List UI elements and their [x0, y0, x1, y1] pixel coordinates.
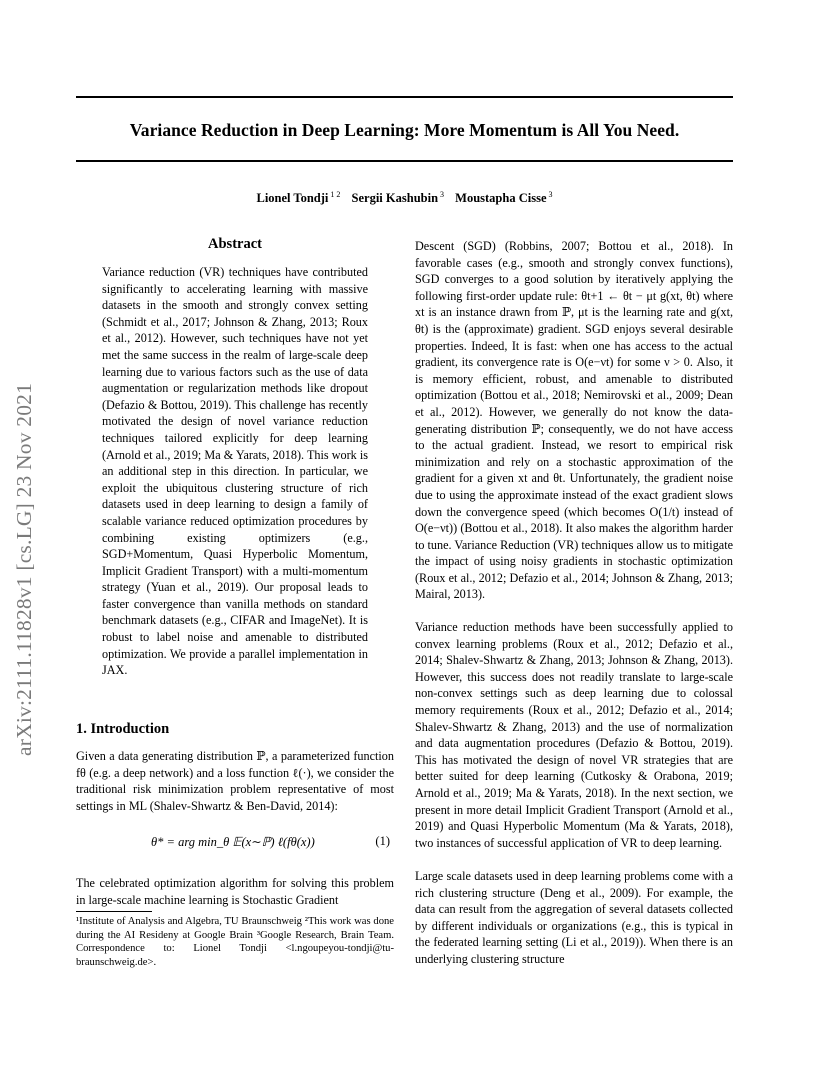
author	[352, 191, 445, 205]
title-rule-bottom	[76, 160, 733, 162]
abstract-text: Variance reduction (VR) techniques have contributed significantly to accelerating learning with massive datasets in the smooth and strongly convex setting (Schmidt et al., 2017; Johnson & Zhang, 2013; Roux et al., 2012). However, such techniques have not yet met the same success in the realm of large-scale deep learning due to various factors such as the use of data augmentation or regularization methods like dropout (Defazio & Bottou, 2019). This challenge has recently motivated the design of novel variance reduction techniques tailored explicitly for deep learning (Arnold et al., 2019; Ma & Yarats, 2018). This work is an additional step in this direction. In particular, we exploit the ubiquitous clustering structure of rich datasets used in deep learning to design a family of scalable variance reduced optimization procedures by combining existing optimizers (e.g., SGD+Momentum, Quasi Hyperbolic Momentum, Implicit Gradient Transport) with a multi-momentum strategy (Yuan et al., 2019). Our proposal leads to faster convergence than vanilla methods on standard benchmark datasets (e.g., CIFAR and ImageNet). It is robust to label noise and amenable to distributed optimization. We provide a parallel implementation in JAX.	[102, 265, 368, 678]
author-list	[76, 190, 733, 206]
body-paragraph: Descent (SGD) (Robbins, 2007; Bottou et al., 2018). In favorable cases (e.g., smooth and strongly convex functions), SGD converges to a good solution by iteratively applying the following first-order update rule: θt+1 ← θt − μt g(xt, θt) where xt is an instance drawn from ℙ, μt is the learning rate and g(xt, θt) is the (approximate) gradient. SGD enjoys several desirable properties. Indeed, It is fast: when one has access to the actual gradient, its convergence rate is O(e−νt) for some ν > 0. Also, it is memory efficient, robust, and amenable to distributed optimization (Bottou et al., 2018; Nemirovski et al., 2009; Dean et al., 2012). However, we generally do not know the data-generating distribution ℙ; consequently, we do not have access to the actual gradient. Instead, we resort to empirical risk minimization and rely on a stochastic approximation of the gradient for a given xt and θt. Unfortunately, the gradient noise due to using the approximate instead of the exact gradient slows down the convergence speed (which becomes O(1/t) instead of O(e−νt)) (Bottou et al., 2018). It also makes the algorithm harder to tune. Variance Reduction (VR) techniques allow us to mitigate the impact of using noisy gradients in stochastic optimization (Roux et al., 2012; Defazio et al., 2014; Johnson & Zhang, 2013; Mairal, 2013).	[415, 239, 733, 602]
title-rule-top	[76, 96, 733, 98]
author-name: Sergii Kashubin	[351, 191, 439, 205]
author-name: Moustapha Cisse	[455, 191, 547, 205]
paper-title: Variance Reduction in Deep Learning: More Momentum is All You Need.	[129, 120, 680, 140]
introduction-paragraph: The celebrated optimization algorithm for solving this problem in large-scale machine learning is Stochastic Gradient	[76, 876, 394, 907]
body-paragraph: Large scale datasets used in deep learning problems come with a rich clustering structure (Deng et al., 2009). For example, the data can result from the aggregation of several datasets collected by different individuals or organizations (e.g., this is typical in the federated learning setting (Li et al., 2019)). When there is an underlying clustering structure	[415, 869, 733, 966]
equation-1	[76, 832, 394, 862]
equation-number: (1)	[375, 834, 390, 848]
author	[455, 191, 552, 205]
equation-body: θ* = arg min_θ 𝔼(x∼ℙ) ℓ(fθ(x))	[151, 835, 315, 849]
author	[256, 191, 340, 205]
author-affiliation: 3	[440, 190, 445, 199]
author-name: Lionel Tondji	[256, 191, 329, 205]
section-heading-introduction: 1. Introduction	[76, 721, 170, 737]
body-paragraph: Variance reduction methods have been successfully applied to convex learning problems (Roux et al., 2012; Defazio et al., 2014; Shalev-Shwartz & Zhang, 2013; Johnson & Zhang, 2013). However, this success does not readily translate to large-scale non-convex settings such as deep learning due to colossal memory requirements (Roux et al., 2012; Defazio et al., 2014; Shalev-Shwartz & Zhang, 2013) and the use of normalization and data augmentation procedures (Defazio & Bottou, 2019). This has motivated the design of novel VR strategies that are better suited for deep learning (Cutkosky & Orabona, 2019; Arnold et al., 2019; Ma & Yarats, 2018). In the next section, we present in more detail Implicit Gradient Transport (Arnold et al., 2019) and Quasi Hyperbolic Momentum (Ma & Yarats, 2018), two instances of successful application of VR to deep learning.	[415, 620, 733, 850]
author-affiliation: 1 2	[330, 190, 341, 199]
introduction-paragraph: Given a data generating distribution ℙ, a parameterized function fθ (e.g. a deep network) and a loss function ℓ(·), we consider the traditional risk minimization problem representative of most settings in ML (Shalev-Shwartz & Ben-David, 2014):	[76, 749, 394, 813]
arxiv-identifier-stamp: arXiv:2111.11828v1 [cs.LG] 23 Nov 2021	[12, 382, 36, 756]
abstract-heading: Abstract	[208, 236, 262, 252]
author-affiliation: 3	[548, 190, 553, 199]
affiliation-footnote: ¹Institute of Analysis and Algebra, TU Braunschweig ²This work was done during the AI Resideny at Google Brain ³Google Research, Brain Team. Correspondence to: Lionel Tondji <l.ngoupeyou-tondji@tu-braunschweig.de>.	[76, 916, 394, 968]
footnote-rule	[76, 911, 152, 912]
